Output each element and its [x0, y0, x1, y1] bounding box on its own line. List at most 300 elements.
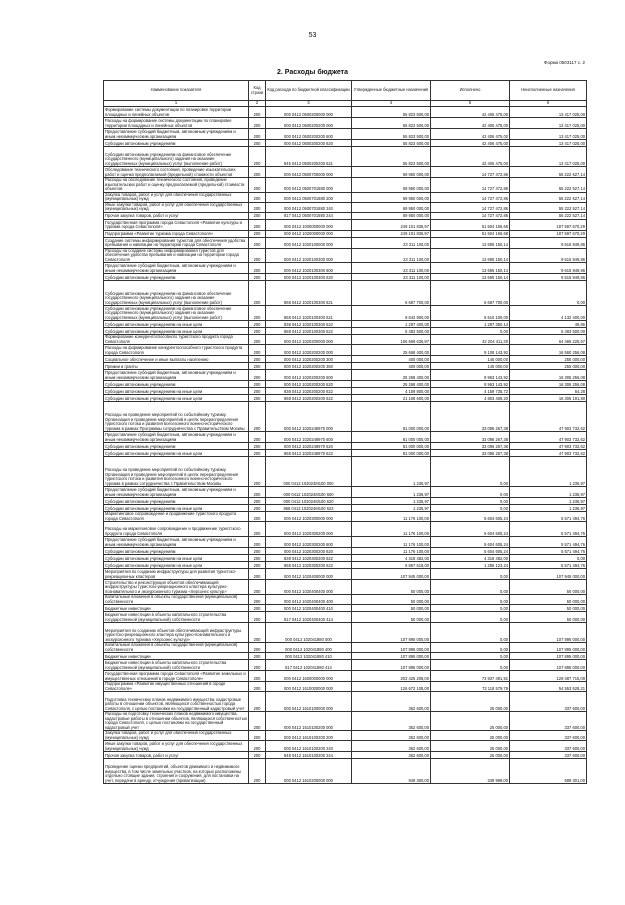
- table-row: [104, 741, 587, 752]
- table-row: [104, 505, 587, 512]
- row-unexecuted: 50 000,00: [510, 612, 587, 623]
- row-code: 200: [249, 140, 266, 147]
- table-row: [104, 328, 587, 335]
- row-classification: 000 0412 1600000000 000: [266, 671, 352, 682]
- row-approved: 362 600,00: [352, 731, 431, 741]
- table-row: [104, 192, 587, 202]
- table-row: [104, 562, 587, 569]
- table-row: [104, 335, 587, 345]
- table-row: [104, 522, 587, 537]
- row-classification: 868 0412 1020100300 621: [266, 281, 352, 306]
- row-executed: 25 000,00: [431, 692, 510, 712]
- row-unexecuted: 13 417 025,00: [510, 140, 587, 147]
- table-row: [104, 321, 587, 328]
- row-name: Закупка товаров, работ и услуг для обеспечения государственных (муниципальных) нужд: [104, 731, 249, 741]
- row-unexecuted: 0,00: [510, 555, 587, 562]
- row-name: Прочая закупка товаров, работ и услуг: [104, 212, 249, 219]
- table-row: [104, 660, 587, 671]
- table-row: [104, 281, 587, 306]
- row-classification: 838 0412 1020300200 622: [266, 555, 352, 562]
- row-classification: 868 0412 1020200200 622: [266, 395, 352, 402]
- row-classification: 000 0412 1610100200 240: [266, 741, 352, 752]
- row-approved: 69 950 000,00: [352, 178, 431, 193]
- row-name: Закупка товаров, работ и услуг для обеспечения государственных (муниципальных) нужд: [104, 192, 249, 202]
- row-name: Иные закупки товаров, работ и услуг для обеспечения государственных (муниципальных) нужд: [104, 202, 249, 212]
- row-code: 200: [249, 237, 266, 248]
- row-name: Обследование технического состояния, проведение изыскательских работ и оценка предполагаемой (предельной) стоимости объектов: [104, 167, 249, 178]
- row-code: 200: [249, 328, 266, 335]
- row-approved: 400 000,00: [352, 363, 431, 370]
- row-code: 200: [249, 335, 266, 345]
- row-name: Расходы на формирование системы документации по планировке территории площадных и линейных объектов: [104, 118, 249, 129]
- row-executed: 25 000,00: [431, 741, 510, 752]
- table-row: [104, 752, 587, 759]
- row-executed: 14 727 472,86: [431, 178, 510, 193]
- table-row: [104, 731, 587, 741]
- row-code: 200: [249, 653, 266, 660]
- row-executed: 42 406 475,00: [431, 107, 510, 118]
- table-row: [104, 178, 587, 193]
- row-executed: 0,00: [431, 660, 510, 671]
- row-name: Субсидии автономным учреждениям: [104, 498, 249, 505]
- row-classification: 000 0412 1020248970 620: [266, 443, 352, 450]
- row-executed: 33 096 267,38: [431, 443, 510, 450]
- row-approved: 107 895 000,00: [352, 653, 431, 660]
- column-number: 1: [104, 101, 249, 107]
- row-unexecuted: 13 417 025,00: [510, 118, 587, 129]
- row-unexecuted: 107 945 000,00: [510, 569, 587, 580]
- row-code: 200: [249, 192, 266, 202]
- row-approved: 126 672 108,00: [352, 682, 431, 692]
- row-approved: 69 950 000,00: [352, 202, 431, 212]
- row-executed: 5 604 605,24: [431, 522, 510, 537]
- row-classification: 000 0412 1020248970 000: [266, 402, 352, 432]
- table-row: [104, 487, 587, 498]
- row-code: 200: [249, 595, 266, 605]
- row-name: Бюджетные инвестиции: [104, 653, 249, 660]
- row-code: 200: [249, 457, 266, 487]
- table-row: [104, 263, 587, 274]
- row-code: 200: [249, 281, 266, 306]
- row-unexecuted: 9 615 949,86: [510, 248, 587, 263]
- table-row: [104, 237, 587, 248]
- row-code: 200: [249, 381, 266, 388]
- row-unexecuted: 107 895 000,00: [510, 660, 587, 671]
- row-name: Субсидии автономным учреждениям на иные цели: [104, 395, 249, 402]
- row-classification: 000 0412 0500200000 000: [266, 107, 352, 118]
- row-executed: 5 604 605,24: [431, 512, 510, 522]
- row-classification: 000 0412 1020100300 620: [266, 274, 352, 281]
- row-code: 200: [249, 321, 266, 328]
- row-code: 200: [249, 178, 266, 193]
- row-executed: 0,00: [431, 580, 510, 595]
- row-approved: 949 300,00: [352, 759, 431, 784]
- row-executed: 0,00: [431, 457, 510, 487]
- row-unexecuted: 337 600,00: [510, 731, 587, 741]
- row-classification: 000 0412 0500701880 200: [266, 192, 352, 202]
- table-row: [104, 306, 587, 321]
- row-executed: 33 096 267,38: [431, 402, 510, 432]
- row-code: 200: [249, 512, 266, 522]
- row-unexecuted: 9 615 949,86: [510, 274, 587, 281]
- row-executed: 14 727 472,86: [431, 167, 510, 178]
- row-executed: 61 504 166,68: [431, 219, 510, 230]
- table-row: [104, 555, 587, 562]
- row-code: 200: [249, 548, 266, 555]
- row-executed: 0,00: [431, 328, 510, 335]
- row-approved: 11 176 100,00: [352, 522, 431, 537]
- table-row: [104, 219, 587, 230]
- row-classification: 000 0412 1610000000 000: [266, 682, 352, 692]
- row-code: 200: [249, 230, 266, 237]
- row-approved: 11 176 100,00: [352, 512, 431, 522]
- row-name: Субсидии автономным учреждениям: [104, 140, 249, 147]
- row-approved: 1 297 400,00: [352, 321, 431, 328]
- table-row: [104, 548, 587, 555]
- row-classification: 000 0412 1020200200 350: [266, 363, 352, 370]
- row-name: Предоставление субсидий бюджетным, автономным учреждениям и иным некоммерческим организациям: [104, 370, 249, 381]
- row-executed: 0,00: [431, 623, 510, 643]
- row-approved: 249 101 836,97: [352, 230, 431, 237]
- row-approved: 362 600,00: [352, 752, 431, 759]
- row-name: Капитальные вложения в объекты государственной (муниципальной) собственности: [104, 643, 249, 653]
- row-name: Субсидии автономным учреждениям: [104, 548, 249, 555]
- row-code: 200: [249, 612, 266, 623]
- row-code: 200: [249, 306, 266, 321]
- row-name: Формирование конкурентоспособного туристского продукта города Севастополя: [104, 335, 249, 345]
- table-row: [104, 129, 587, 140]
- row-name: Субсидии автономным учреждениям на иные цели: [104, 328, 249, 335]
- row-executed: 33 096 267,38: [431, 432, 510, 443]
- header-name: Наименование показателя: [104, 81, 249, 101]
- row-classification: 000 0412 0500200200 620: [266, 140, 352, 147]
- table-row: [104, 595, 587, 605]
- row-executed: 13 695 150,14: [431, 237, 510, 248]
- row-unexecuted: 49,86: [510, 321, 587, 328]
- row-unexecuted: 129 487 716,09: [510, 671, 587, 682]
- row-unexecuted: 1 236,97: [510, 498, 587, 505]
- row-code: 200: [249, 388, 266, 395]
- row-unexecuted: 5 483 500,00: [510, 328, 587, 335]
- row-name: Расходы на обследование технического состояния, проведение изыскательских работ и оценку предполагаемой (предельной) стоимости объектов: [104, 178, 249, 193]
- row-executed: 14 727 472,86: [431, 192, 510, 202]
- row-classification: 000 0412 102041880 400: [266, 643, 352, 653]
- row-approved: 11 176 100,00: [352, 537, 431, 548]
- table-row: [104, 402, 587, 432]
- row-approved: 55 823 500,00: [352, 129, 431, 140]
- row-classification: 000 0412 1020400400 400: [266, 595, 352, 605]
- row-name: Строительство и реконструкция объектов обеспечивающей инфраструктуры туристско-рекреационного кластера культурно-познавательного и экскурсионного туризма «Херсонес культур»: [104, 580, 249, 595]
- row-approved: 5 483 500,00: [352, 328, 431, 335]
- row-unexecuted: 1 236,97: [510, 457, 587, 487]
- row-name: Расходы на создание системы информирования туристов для обеспечения удобства пребывания и навигации на территории города Севастополя: [104, 248, 249, 263]
- row-unexecuted: 337 600,00: [510, 752, 587, 759]
- row-classification: 000 0412 102041880 410: [266, 653, 352, 660]
- row-name: Подготовка технических планов недвижимого имущества, кадастровые работы в отношении объектов, являющихся собственностью города Севастополя, с целью постановки на государственный кадастровый учет: [104, 692, 249, 712]
- table-row: [104, 457, 587, 487]
- column-number: 3: [266, 101, 352, 107]
- row-unexecuted: 5 571 494,76: [510, 537, 587, 548]
- row-approved: 11 176 100,00: [352, 548, 431, 555]
- row-classification: 838 0412 1020100300 622: [266, 321, 352, 328]
- row-name: Мероприятия по созданию объектов обеспечивающей инфраструктуры туристско-рекреационного кластера культурно-познавательного и экскурсионного туризма «Херсонес культур»: [104, 623, 249, 643]
- row-unexecuted: 1 236,97: [510, 505, 587, 512]
- row-name: Субсидии автономным учреждениям: [104, 381, 249, 388]
- row-unexecuted: 64,28: [510, 388, 587, 395]
- row-classification: 000 0412 0500200200 600: [266, 129, 352, 140]
- row-name: Субсидии автономным учреждениям на иные цели: [104, 555, 249, 562]
- document-title: 2. Расходы бюджета: [277, 69, 348, 76]
- row-unexecuted: 64 465 225,67: [510, 335, 587, 345]
- table-row: [104, 759, 587, 784]
- row-name: Расходы на проведение мероприятий по событийному туризму. Организация и проведение мероприятий в целях перераспределения туристского потока и развития всесезонного военно-исторического туризма в рамках сотрудничества с Правительством Москвы: [104, 457, 249, 487]
- row-classification: 000 0412 1020400000 000: [266, 569, 352, 580]
- row-classification: 000 0412 1610100000 000: [266, 692, 352, 712]
- row-classification: 868 0412 1020100300 622: [266, 328, 352, 335]
- table-row: [104, 443, 587, 450]
- row-classification: 000 0412 1610100200 200: [266, 731, 352, 741]
- row-approved: 400 000,00: [352, 356, 431, 363]
- row-executed: 42 406 475,00: [431, 147, 510, 167]
- row-code: 200: [249, 671, 266, 682]
- row-name: Субсидии автономным учреждениям на иные цели: [104, 388, 249, 395]
- row-executed: 1 286 123,24: [431, 562, 510, 569]
- row-unexecuted: 5 571 494,76: [510, 562, 587, 569]
- row-approved: 81 000 000,00: [352, 402, 431, 432]
- row-code: 200: [249, 432, 266, 443]
- row-approved: 55 823 500,00: [352, 107, 431, 118]
- row-classification: 845 0412 0500200200 621: [266, 147, 352, 167]
- row-classification: 000 0412 1020200200 300: [266, 356, 352, 363]
- row-unexecuted: 5 571 494,76: [510, 522, 587, 537]
- row-classification: 868 0412 1020248970 622: [266, 450, 352, 457]
- row-code: 200: [249, 147, 266, 167]
- table-row: [104, 623, 587, 643]
- row-code: 200: [249, 263, 266, 274]
- row-executed: 8 963 143,92: [431, 381, 510, 388]
- row-name: Создание системы информирования туристов для обеспечения удобства пребывания и навигации на территории города Севастополя: [104, 237, 249, 248]
- row-approved: 81 000 000,00: [352, 443, 431, 450]
- row-executed: 0,00: [431, 612, 510, 623]
- row-code: 200: [249, 692, 266, 712]
- row-code: 200: [249, 129, 266, 140]
- row-approved: 25 668 400,00: [352, 345, 431, 356]
- row-approved: 23 311 100,00: [352, 274, 431, 281]
- table-row: [104, 498, 587, 505]
- row-executed: 1 297 350,14: [431, 321, 510, 328]
- row-classification: 848 0412 1610100200 244: [266, 752, 352, 759]
- table-row: [104, 248, 587, 263]
- row-classification: 000 0412 1020248970 600: [266, 432, 352, 443]
- row-unexecuted: 50 000,00: [510, 595, 587, 605]
- row-approved: 9 642 900,00: [352, 306, 431, 321]
- row-approved: 203 425 208,00: [352, 671, 431, 682]
- row-classification: 000 0412 1020100000 000: [266, 237, 352, 248]
- row-unexecuted: 337 600,00: [510, 692, 587, 712]
- row-unexecuted: 13 417 025,00: [510, 147, 587, 167]
- row-executed: 72 118 579,79: [431, 682, 510, 692]
- row-approved: 249 101 836,97: [352, 219, 431, 230]
- row-classification: 000 0412 1020300200 000: [266, 522, 352, 537]
- row-code: 200: [249, 522, 266, 537]
- row-executed: 349 999,00: [431, 759, 510, 784]
- row-classification: 000 0412 1020400400 410: [266, 605, 352, 612]
- row-name: Государственная программа города Севастополя «Развитие культуры и туризма города Севастополя»: [104, 219, 249, 230]
- row-code: 200: [249, 498, 266, 505]
- table-row: [104, 569, 587, 580]
- row-name: Субсидии автономным учреждениям: [104, 274, 249, 281]
- table-header-row: [104, 81, 587, 101]
- row-approved: 1 236,97: [352, 487, 431, 498]
- row-classification: 000 0412 1000000000 000: [266, 219, 352, 230]
- row-code: 200: [249, 356, 266, 363]
- row-classification: 838 0412 1020200200 622: [266, 388, 352, 395]
- row-code: 200: [249, 537, 266, 548]
- row-unexecuted: 255 000,00: [510, 356, 587, 363]
- row-code: 200: [249, 643, 266, 653]
- table-row: [104, 118, 587, 129]
- row-approved: 50 000,00: [352, 595, 431, 605]
- row-approved: 55 823 500,00: [352, 118, 431, 129]
- row-executed: 42 406 475,00: [431, 140, 510, 147]
- row-executed: 42 406 475,00: [431, 118, 510, 129]
- row-name: Предоставление субсидий бюджетным, автономным учреждениям и иным некоммерческим организациям: [104, 263, 249, 274]
- table-row: [104, 395, 587, 402]
- row-executed: 145 000,00: [431, 363, 510, 370]
- row-unexecuted: 255 000,00: [510, 363, 587, 370]
- row-executed: 14 727 472,86: [431, 212, 510, 219]
- row-approved: 55 823 500,00: [352, 140, 431, 147]
- row-code: 200: [249, 580, 266, 595]
- row-executed: 42 204 411,30: [431, 335, 510, 345]
- table-row: [104, 212, 587, 219]
- row-unexecuted: 50 000,00: [510, 605, 587, 612]
- table-row: [104, 512, 587, 522]
- row-name: Предоставление субсидий бюджетным, автономным учреждениям и иным некоммерческим организациям: [104, 432, 249, 443]
- row-approved: 23 311 100,00: [352, 248, 431, 263]
- row-code: 200: [249, 660, 266, 671]
- row-executed: 9 108 143,92: [431, 345, 510, 356]
- row-classification: 000 0412 102041880 000: [266, 623, 352, 643]
- row-unexecuted: 47 903 732,62: [510, 432, 587, 443]
- row-name: Иные закупки товаров, работ и услуг для обеспечения государственных (муниципальных) нужд: [104, 741, 249, 752]
- row-classification: 000 0412 1020200000 000: [266, 335, 352, 345]
- row-unexecuted: 47 903 732,62: [510, 443, 587, 450]
- row-name: Субсидии автономным учреждениям на финансовое обеспечение государственного (муниципального) задания на оказание государственных (муниципальных) услуг (выполнение работ): [104, 281, 249, 306]
- row-approved: 362 600,00: [352, 741, 431, 752]
- row-name: Маркетинговое сопровождение и продвижение туристского продукта города Севастополя: [104, 512, 249, 522]
- row-unexecuted: 47 903 732,62: [510, 450, 587, 457]
- row-approved: 23 311 100,00: [352, 237, 431, 248]
- row-name: Расходы на проведение мероприятий по событийному туризму. Организация и проведение мероприятий в целях перераспределения туристского потока и развития всесезонного военно-исторического туризма в рамках Программы сотрудничества с Правительством Москвы: [104, 402, 249, 432]
- table-row: [104, 605, 587, 612]
- row-approved: 1 236,97: [352, 505, 431, 512]
- row-classification: 000 0412 1020200200 000: [266, 345, 352, 356]
- row-code: 200: [249, 487, 266, 498]
- row-executed: 0,00: [431, 487, 510, 498]
- row-name: Подпрограмма «Развитие имущественных отношений в городе Севастополе»: [104, 682, 249, 692]
- row-approved: 81 000 000,00: [352, 450, 431, 457]
- row-unexecuted: 599 301,00: [510, 759, 587, 784]
- row-approved: 107 945 000,00: [352, 569, 431, 580]
- row-name: Государственная программа города Севастополя «Развитие земельных и имущественных отношений в городе Севастополе»: [104, 671, 249, 682]
- row-executed: 4 159 735,72: [431, 388, 510, 395]
- row-unexecuted: 1 236,97: [510, 487, 587, 498]
- table-row: [104, 580, 587, 595]
- row-name: Бюджетные инвестиции в объекты капитального строительства государственной (муниципальной) собственности: [104, 612, 249, 623]
- row-code: 200: [249, 450, 266, 457]
- row-executed: 0,00: [431, 505, 510, 512]
- row-unexecuted: 187 597 670,29: [510, 219, 587, 230]
- row-unexecuted: 50 000,00: [510, 580, 587, 595]
- row-name: Субсидии автономным учреждениям на финансовое обеспечение государственного (муниципального) задания на оказание государственных (муниципальных) услуг (выполнение работ): [104, 306, 249, 321]
- row-approved: 362 600,00: [352, 692, 431, 712]
- table-row: [104, 653, 587, 660]
- row-executed: 73 937 491,91: [431, 671, 510, 682]
- table-row: [104, 345, 587, 356]
- row-executed: 25 000,00: [431, 712, 510, 731]
- row-unexecuted: 107 895 000,00: [510, 643, 587, 653]
- expenses-table: [103, 80, 587, 784]
- table-body: [104, 107, 587, 784]
- row-name: Бюджетные инвестиции: [104, 605, 249, 612]
- row-executed: 0,00: [431, 569, 510, 580]
- row-executed: 5 604 605,24: [431, 548, 510, 555]
- table-row: [104, 363, 587, 370]
- row-code: 200: [249, 505, 266, 512]
- row-code: 200: [249, 107, 266, 118]
- row-executed: 61 504 166,68: [431, 230, 510, 237]
- row-name: Субсидии автономным учреждениям на финансовое обеспечение государственного (муниципального) задания на оказание государственных (муниципальных) услуг (выполнение работ): [104, 147, 249, 167]
- row-name: Премии и гранты: [104, 363, 249, 370]
- table-row: [104, 356, 587, 363]
- row-classification: 817 0412 1020400400 414: [266, 612, 352, 623]
- row-code: 200: [249, 555, 266, 562]
- row-classification: 000 0412 1020300000 000: [266, 512, 352, 522]
- row-code: 200: [249, 402, 266, 432]
- row-name: Субсидии автономным учреждениям на иные цели: [104, 450, 249, 457]
- row-unexecuted: 5 571 494,76: [510, 512, 587, 522]
- row-classification: 000 0412 1020100300 000: [266, 248, 352, 263]
- row-name: Бюджетные инвестиции в объекты капитального строительства государственной (муниципальной) собственности: [104, 660, 249, 671]
- row-code: 200: [249, 248, 266, 263]
- row-classification: 000 0412 1020200200 600: [266, 370, 352, 381]
- row-approved: 6 687 700,00: [352, 281, 431, 306]
- row-unexecuted: 16 560 256,08: [510, 345, 587, 356]
- row-name: Расходы на формирование конкурентоспособного туристского продукта города Севастополя: [104, 345, 249, 356]
- table-row: [104, 202, 587, 212]
- row-approved: 1 236,97: [352, 498, 431, 505]
- header-classification: Код расхода по бюджетной классификации: [266, 81, 352, 101]
- row-approved: 4 159 800,00: [352, 388, 431, 395]
- row-code: 200: [249, 202, 266, 212]
- row-approved: 106 669 636,97: [352, 335, 431, 345]
- row-classification: 000 0412 1020000000 000: [266, 230, 352, 237]
- page-number: 53: [308, 32, 317, 39]
- row-approved: 107 895 000,00: [352, 643, 431, 653]
- header-code: Код строки: [249, 81, 266, 101]
- row-classification: 000 0412 1020200200 620: [266, 381, 352, 388]
- row-executed: 4 803 408,20: [431, 395, 510, 402]
- table-row: [104, 712, 587, 731]
- row-unexecuted: 16 305 191,80: [510, 395, 587, 402]
- row-classification: 000 0412 102024М100 620: [266, 498, 352, 505]
- row-name: Подпрограмма «Развитие туризма города Севастополя»: [104, 230, 249, 237]
- row-classification: 868 0412 1020100300 621: [266, 306, 352, 321]
- row-name: Предоставление субсидий бюджетным, автономным учреждениям и иным некоммерческим организациям: [104, 129, 249, 140]
- table-row: [104, 381, 587, 388]
- row-code: 200: [249, 623, 266, 643]
